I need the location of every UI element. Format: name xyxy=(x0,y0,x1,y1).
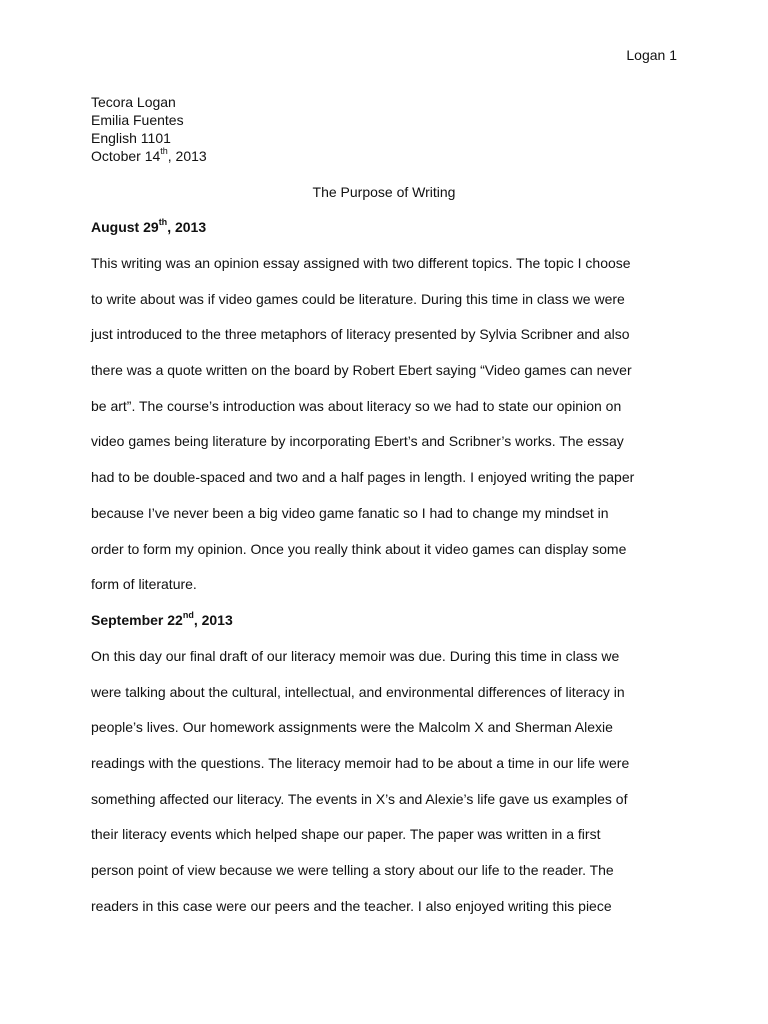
section-paragraph xyxy=(91,254,681,611)
instructor-name: Emilia Fuentes xyxy=(91,112,184,128)
paragraph-line: there was a quote written on the board by Robert Ebert saying “Video games can never xyxy=(91,362,632,379)
running-head: Logan 1 xyxy=(626,47,677,63)
paragraph-line: because I’ve never been a big video game fanatic so I had to change my mindset in xyxy=(91,504,609,521)
paragraph-line: video games being literature by incorporating Ebert’s and Scribner’s works. The essay xyxy=(91,433,624,450)
author-name: Tecora Logan xyxy=(91,94,176,110)
essay-heading xyxy=(91,93,207,165)
section-date-year: , 2013 xyxy=(193,612,233,628)
section-paragraph xyxy=(91,647,681,933)
paragraph-line: person point of view because we were telling a story about our life to the reader. The xyxy=(91,862,614,879)
essay-date-year: , 2013 xyxy=(167,148,207,164)
paragraph-line: On this day our final draft of our literacy memoir was due. During this time in class we xyxy=(91,648,620,664)
essay-title: The Purpose of Writing xyxy=(312,184,456,200)
paragraph-line: be art”. The course’s introduction was about literacy so we had to state our opinion on xyxy=(91,397,622,414)
paragraph-line: This writing was an opinion essay assigned with two different topics. The topic I choose xyxy=(91,255,631,271)
section-date-heading xyxy=(91,218,206,236)
paragraph-line: had to be double-spaced and two and a half pages in length. I enjoyed writing the paper xyxy=(91,469,635,486)
paragraph-line: order to form my opinion. Once you really think about it video games can display some xyxy=(91,540,627,557)
paragraph-line: readings with the questions. The literacy memoir had to be about a time in our life were xyxy=(91,755,630,772)
section-date-main: August 29 xyxy=(91,219,159,235)
paragraph-line: form of literature. xyxy=(91,576,197,593)
section-date-year: , 2013 xyxy=(167,219,207,235)
essay-date-suffix: th xyxy=(160,146,168,157)
essay-date-day: October 14 xyxy=(91,148,161,164)
paragraph-line: were talking about the cultural, intellectual, and environmental differences of literacy in xyxy=(91,683,625,700)
course-name: English 1101 xyxy=(91,130,171,146)
essay-date xyxy=(91,147,207,165)
section-date-suffix: nd xyxy=(182,610,194,621)
section-date-main: September 22 xyxy=(91,612,183,628)
paragraph-line: people’s lives. Our homework assignments were the Malcolm X and Sherman Alexie xyxy=(91,719,613,736)
paragraph-line: just introduced to the three metaphors of literacy presented by Sylvia Scribner and also xyxy=(91,326,630,343)
section-date-suffix: th xyxy=(158,217,168,228)
section-date-heading xyxy=(91,611,233,629)
paragraph-line: readers in this case were our peers and the teacher. I also enjoyed writing this piece xyxy=(91,897,612,914)
paragraph-line: their literacy events which helped shape our paper. The paper was written in a first xyxy=(91,826,601,843)
paragraph-line: to write about was if video games could be literature. During this time in class we were xyxy=(91,290,625,307)
paragraph-line: something affected our literacy. The events in X’s and Alexie’s life gave us examples of xyxy=(91,790,628,807)
